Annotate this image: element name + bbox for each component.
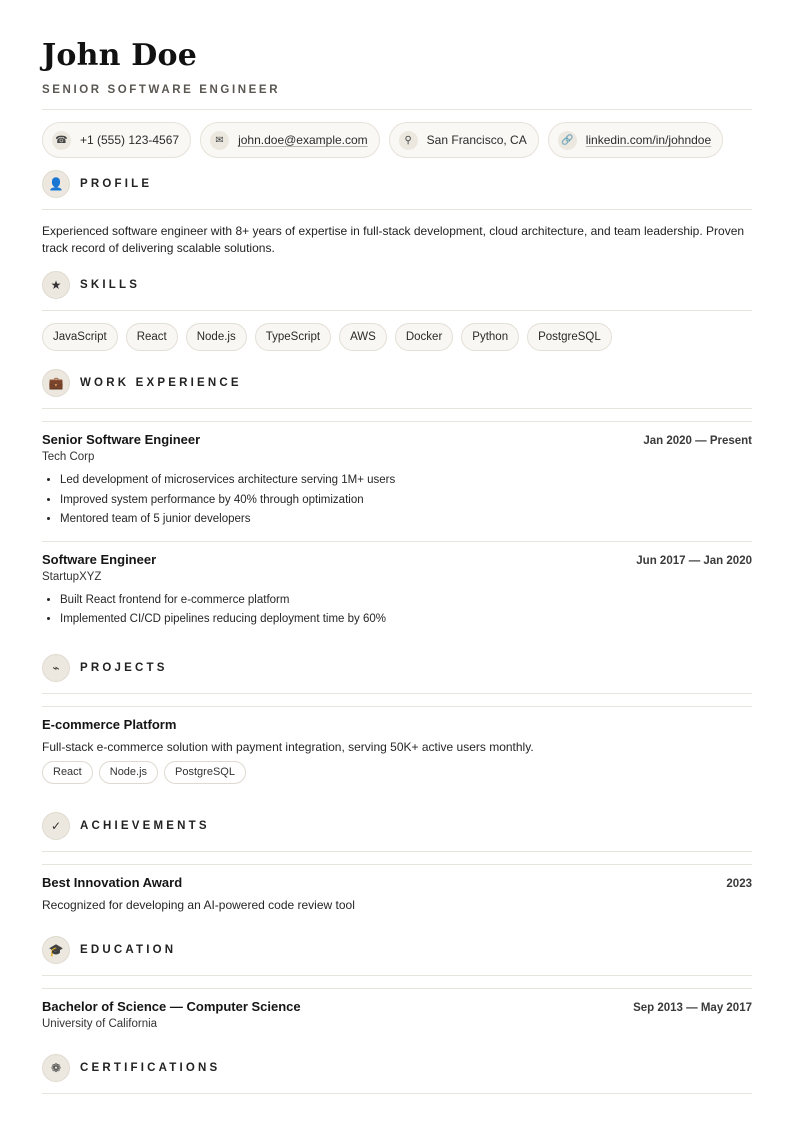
work-dates: Jan 2020 — Present <box>643 435 752 447</box>
project-tags <box>42 761 752 784</box>
email-link[interactable]: john.doe@example.com <box>238 133 368 147</box>
section-divider <box>42 310 752 311</box>
achievement-entry <box>42 865 752 912</box>
section-title-skills: SKILLS <box>80 279 141 291</box>
graduation-cap-icon: 🎓 <box>42 936 70 964</box>
section-divider <box>42 408 752 409</box>
tech-tag: PostgreSQL <box>164 761 246 784</box>
location-text: San Francisco, CA <box>426 133 527 147</box>
job-title: SENIOR SOFTWARE ENGINEER <box>42 84 281 96</box>
code-icon: ⌁ <box>42 654 70 682</box>
achievement-description: Recognized for developing an AI-powered code review tool <box>42 897 355 912</box>
work-section-header <box>42 369 752 397</box>
candidate-name: John Doe <box>42 38 197 73</box>
bullet-item: • Mentored team of 5 junior developers <box>60 510 752 530</box>
star-icon: ★ <box>42 271 70 299</box>
work-role: Senior Software Engineer <box>42 432 201 447</box>
education-dates: Sep 2013 — May 2017 <box>633 1001 752 1014</box>
skill-tag: TypeScript <box>255 323 331 351</box>
section-title-profile: PROFILE <box>80 178 153 190</box>
person-icon: 👤 <box>42 170 70 198</box>
briefcase-icon: 💼 <box>42 369 70 397</box>
skill-tag: Node.js <box>186 323 247 351</box>
phone-icon: ☎ <box>52 131 71 150</box>
section-divider <box>42 975 752 976</box>
section-divider <box>42 1093 752 1094</box>
link-icon: 🔗 <box>558 131 577 150</box>
skill-tag: Docker <box>395 323 453 351</box>
skill-tag: PostgreSQL <box>527 323 612 351</box>
certifications-section-header <box>42 1054 752 1082</box>
tech-tag: Node.js <box>99 761 158 784</box>
section-title-work: WORK EXPERIENCE <box>80 377 242 389</box>
linkedin-link[interactable]: linkedin.com/in/johndoe <box>585 133 712 147</box>
phone-text: +1 (555) 123-4567 <box>80 133 180 147</box>
work-dates: Jun 2017 — Jan 2020 <box>636 554 752 567</box>
section-title-certifications: CERTIFICATIONS <box>80 1061 221 1074</box>
certificate-icon: ❁ <box>42 1054 70 1082</box>
skills-list <box>42 323 752 351</box>
contact-bar <box>42 122 752 158</box>
achievement-year: 2023 <box>726 877 752 890</box>
work-role: Software Engineer <box>42 551 157 567</box>
tech-tag: React <box>42 761 93 784</box>
project-description: Full-stack e-commerce solution with payment integration, serving 50K+ active users monthly. <box>42 739 534 754</box>
work-company: StartupXYZ <box>42 570 102 583</box>
education-entry <box>42 989 752 1030</box>
email-icon: ✉ <box>210 131 229 150</box>
education-school: University of California <box>42 1017 158 1030</box>
achievement-name: Best Innovation Award <box>42 874 183 890</box>
section-divider <box>42 693 752 694</box>
header-divider <box>42 109 752 110</box>
section-title-education: EDUCATION <box>80 943 177 956</box>
project-name: E-commerce Platform <box>42 716 177 732</box>
education-degree: Bachelor of Science — Computer Science <box>42 998 301 1014</box>
section-divider <box>42 851 752 852</box>
skill-tag: JavaScript <box>42 323 118 351</box>
work-bullets <box>42 471 752 530</box>
section-title-projects: PROJECTS <box>80 661 168 674</box>
work-company: Tech Corp <box>42 451 95 463</box>
profile-summary: Experienced software engineer with 8+ years of expertise in full-stack development, cloud architecture, and team leadership. Proven track record of delivering scalable solutions. <box>42 224 745 255</box>
bullet-item: • Led development of microservices architecture serving 1M+ users <box>60 471 752 491</box>
location-icon: ⚲ <box>399 131 418 150</box>
contact-phone[interactable] <box>42 122 191 158</box>
work-bullets <box>42 591 752 630</box>
check-icon: ✓ <box>42 812 70 840</box>
skill-tag: React <box>126 323 178 351</box>
education-section-header <box>42 936 752 964</box>
contact-location <box>389 122 539 158</box>
skill-tag: Python <box>461 323 519 351</box>
projects-section-header <box>42 654 752 682</box>
contact-linkedin[interactable] <box>548 122 723 158</box>
work-entry <box>42 542 752 630</box>
bullet-item: • Built React frontend for e-commerce platform <box>60 591 752 611</box>
skills-section-header <box>42 271 752 299</box>
profile-section-header <box>42 170 752 198</box>
section-title-achievements: ACHIEVEMENTS <box>80 819 210 832</box>
skill-tag: AWS <box>339 323 387 351</box>
section-divider <box>42 209 752 210</box>
work-entry <box>42 422 752 530</box>
contact-email[interactable] <box>200 122 380 158</box>
bullet-item: • Improved system performance by 40% through optimization <box>60 491 752 511</box>
bullet-item: • Implemented CI/CD pipelines reducing deployment time by 60% <box>60 610 752 630</box>
project-entry <box>42 707 752 784</box>
achievements-section-header <box>42 812 752 840</box>
